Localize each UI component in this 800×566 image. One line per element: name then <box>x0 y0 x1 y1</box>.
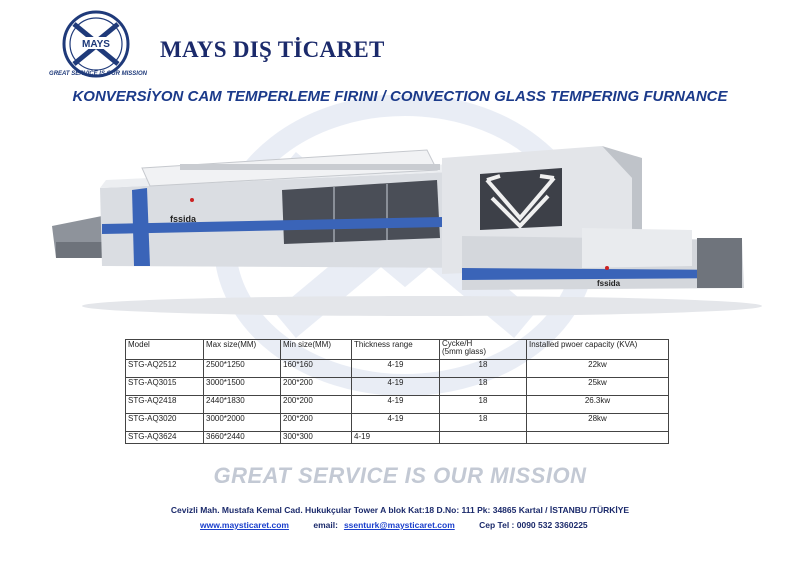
header-min-size: Min size(MM) <box>281 340 352 360</box>
specs-table <box>125 339 669 444</box>
cell-model: STG-AQ2418 <box>126 396 204 414</box>
cell-min-size: 200*200 <box>281 378 352 396</box>
cell-cycle <box>440 432 527 444</box>
table-row <box>126 414 669 432</box>
email-link[interactable]: ssenturk@maysticaret.com <box>343 520 455 530</box>
cell-thickness: 4-19 <box>352 378 440 396</box>
header-thickness: Thickness range <box>352 340 440 360</box>
table-row <box>126 360 669 378</box>
cell-model: STG-AQ3015 <box>126 378 204 396</box>
slogan: GREAT SERVICE IS OUR MISSION <box>213 463 587 488</box>
website-link[interactable]: www.maysticaret.com <box>200 520 289 530</box>
cell-cycle: 18 <box>440 414 527 432</box>
cell-model: STG-AQ2512 <box>126 360 204 378</box>
cell-thickness: 4-19 <box>352 414 440 432</box>
header-cycle: Cycke/H (5mm glass) <box>440 340 527 360</box>
cell-min-size: 200*200 <box>281 396 352 414</box>
table-row <box>126 378 669 396</box>
brand-label-1: fssida <box>170 214 197 224</box>
cell-max-size: 2440*1830 <box>204 396 281 414</box>
cell-cycle: 18 <box>440 360 527 378</box>
header-max-size: Max size(MM) <box>204 340 281 360</box>
cell-max-size: 2500*1250 <box>204 360 281 378</box>
cell-model: STG-AQ3624 <box>126 432 204 444</box>
cell-min-size: 200*200 <box>281 414 352 432</box>
cell-model: STG-AQ3020 <box>126 414 204 432</box>
cell-cycle: 18 <box>440 378 527 396</box>
cell-power: 28kw <box>527 414 669 432</box>
cell-min-size: 300*300 <box>281 432 352 444</box>
cell-max-size: 3660*2440 <box>204 432 281 444</box>
cell-thickness: 4-19 <box>352 432 440 444</box>
cell-power: 26.3kw <box>527 396 669 414</box>
header-model: Model <box>126 340 204 360</box>
cell-power <box>527 432 669 444</box>
table-row <box>126 432 669 444</box>
email-label: email: <box>313 520 338 530</box>
table-header-row <box>126 340 669 360</box>
page-title: KONVERSİYON CAM TEMPERLEME FIRINI / CONVECTION GLASS TEMPERING FURNANCE <box>72 88 728 105</box>
cell-max-size: 3000*1500 <box>204 378 281 396</box>
footer-address: Cevizli Mah. Mustafa Kemal Cad. Hukukçular Tower A blok Kat:18 D.No: 111 Pk: 34865 Kartal / İSTANBU /TÜRKİYE <box>170 505 630 515</box>
table-row <box>126 396 669 414</box>
cell-thickness: 4-19 <box>352 396 440 414</box>
logo-tagline: GREAT SERVICE IS OUR MISSION <box>49 71 147 77</box>
footer-contact <box>200 520 610 530</box>
svg-text:MAYS: MAYS <box>82 39 110 50</box>
cell-cycle: 18 <box>440 396 527 414</box>
company-name: MAYS DIŞ TİCARET <box>160 37 385 62</box>
cell-power: 25kw <box>527 378 669 396</box>
cell-min-size: 160*160 <box>281 360 352 378</box>
brand-label-2: fssida <box>597 279 621 288</box>
phone-text: Cep Tel : 0090 532 3360225 <box>479 520 588 530</box>
cell-max-size: 3000*2000 <box>204 414 281 432</box>
header-power: Installed pwoer capacity (KVA) <box>527 340 669 360</box>
furnace-illustration <box>42 118 762 318</box>
cell-power: 22kw <box>527 360 669 378</box>
cell-thickness: 4-19 <box>352 360 440 378</box>
